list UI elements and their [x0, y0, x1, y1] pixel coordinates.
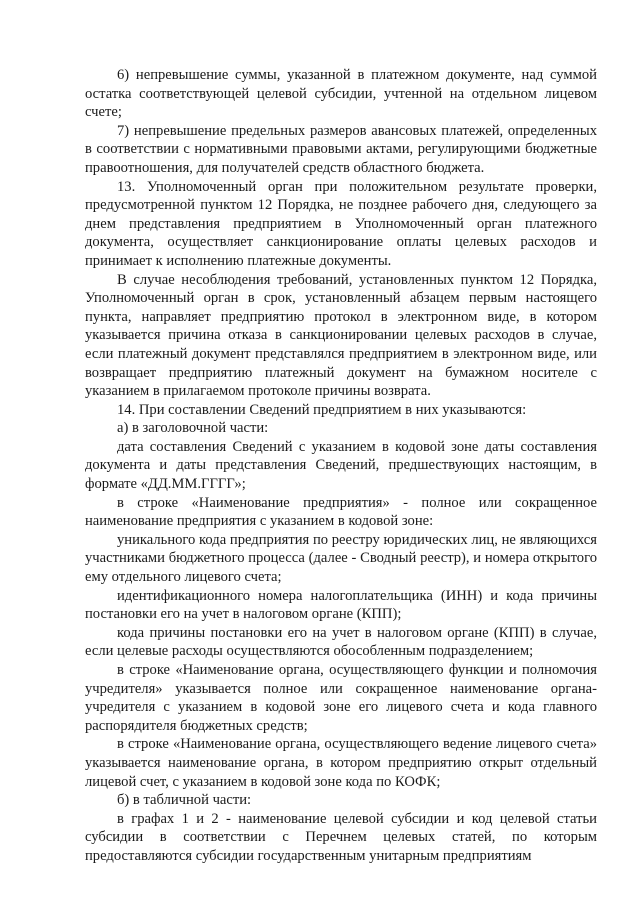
paragraph-table-part: б) в табличной части:: [117, 792, 252, 809]
paragraph-item-6: 6) непревышение суммы, указанной в платежном документе, над суммой остатка соответствующей целевой субсидии, учтенной на отдельном лицевом счете;: [85, 67, 597, 121]
paragraph-account-authority: в строке «Наименование органа, осуществляющего ведение лицевого счета» указывается наименование органа, в котором предприятию открыт отдельный лицевой счет, с указанием в кодовой зоне кода по КОФК;: [85, 736, 597, 790]
paragraph-inn-kpp: идентификационного номера налогоплательщика (ИНН) и кода причины постановки его на учет в налоговом органе (КПП);: [85, 587, 597, 623]
paragraph-columns-1-2: в графах 1 и 2 - наименование целевой субсидии и код целевой статьи субсидии в соответствии с Перечнем целевых статей, по которым предоставляются субсидии государственным унитарным предприятиям: [85, 810, 597, 864]
paragraph-noncompliance: В случае несоблюдения требований, установленных пунктом 12 Порядка, Уполномоченный орган в срок, установленный абзацем первым настоящего пункта, направляет предприятию протокол в электронном виде, в котором указывается причина отказа в санкционировании целевых расходов в случае, если платежный документ представлялся предприятием в электронном виде, или возвращает предприятию платежный документ на бумажном носителе с указанием в прилагаемом протоколе причины возврата.: [85, 271, 597, 400]
paragraph-enterprise-name: в строке «Наименование предприятия» - полное или сокращенное наименование предприятия с указанием в кодовой зоне:: [85, 494, 597, 530]
paragraph-header-part: а) в заголовочной части:: [117, 420, 269, 437]
paragraph-kpp-branch: кода причины постановки его на учет в налоговом органе (КПП) в случае, если целевые расходы осуществляются обособленным подразделением;: [85, 624, 597, 660]
paragraph-item-7: 7) непревышение предельных размеров авансовых платежей, определенных в соответствии с нормативными правовыми актами, регулирующими бюджетные правоотношения, для получателей средств областного бюджета.: [85, 122, 597, 176]
paragraph-founder: в строке «Наименование органа, осуществляющего функции и полномочия учредителя» указывается полное или сокращенное наименование органа-учредителя с указанием в кодовой зоне его лицевого счета и кода главного распорядителя бюджетных средств;: [85, 662, 597, 734]
document-body: [85, 66, 597, 866]
paragraph-unique-code: уникального кода предприятия по реестру юридических лиц, не являющихся участниками бюджетного процесса (далее - Сводный реестр), и номера открытого ему отдельного лицевого счета;: [85, 531, 597, 586]
paragraph-date: дата составления Сведений с указанием в кодовой зоне даты составления документа и даты представления Сведений, предшествующих настоящим, в формате «ДД.ММ.ГГГГ»;: [85, 438, 597, 493]
paragraph-section-14: 14. При составлении Сведений предприятием в них указываются:: [117, 401, 527, 418]
paragraph-section-13: 13. Уполномоченный орган при положительном результате проверки, предусмотренной пунктом 12 Порядка, не позднее рабочего дня, следующего за днем представления предприятием в Уполномоченный орган платежного документа, осуществляет санкционирование оплаты целевых расходов и принимает к исполнению платежные документы.: [85, 178, 597, 269]
